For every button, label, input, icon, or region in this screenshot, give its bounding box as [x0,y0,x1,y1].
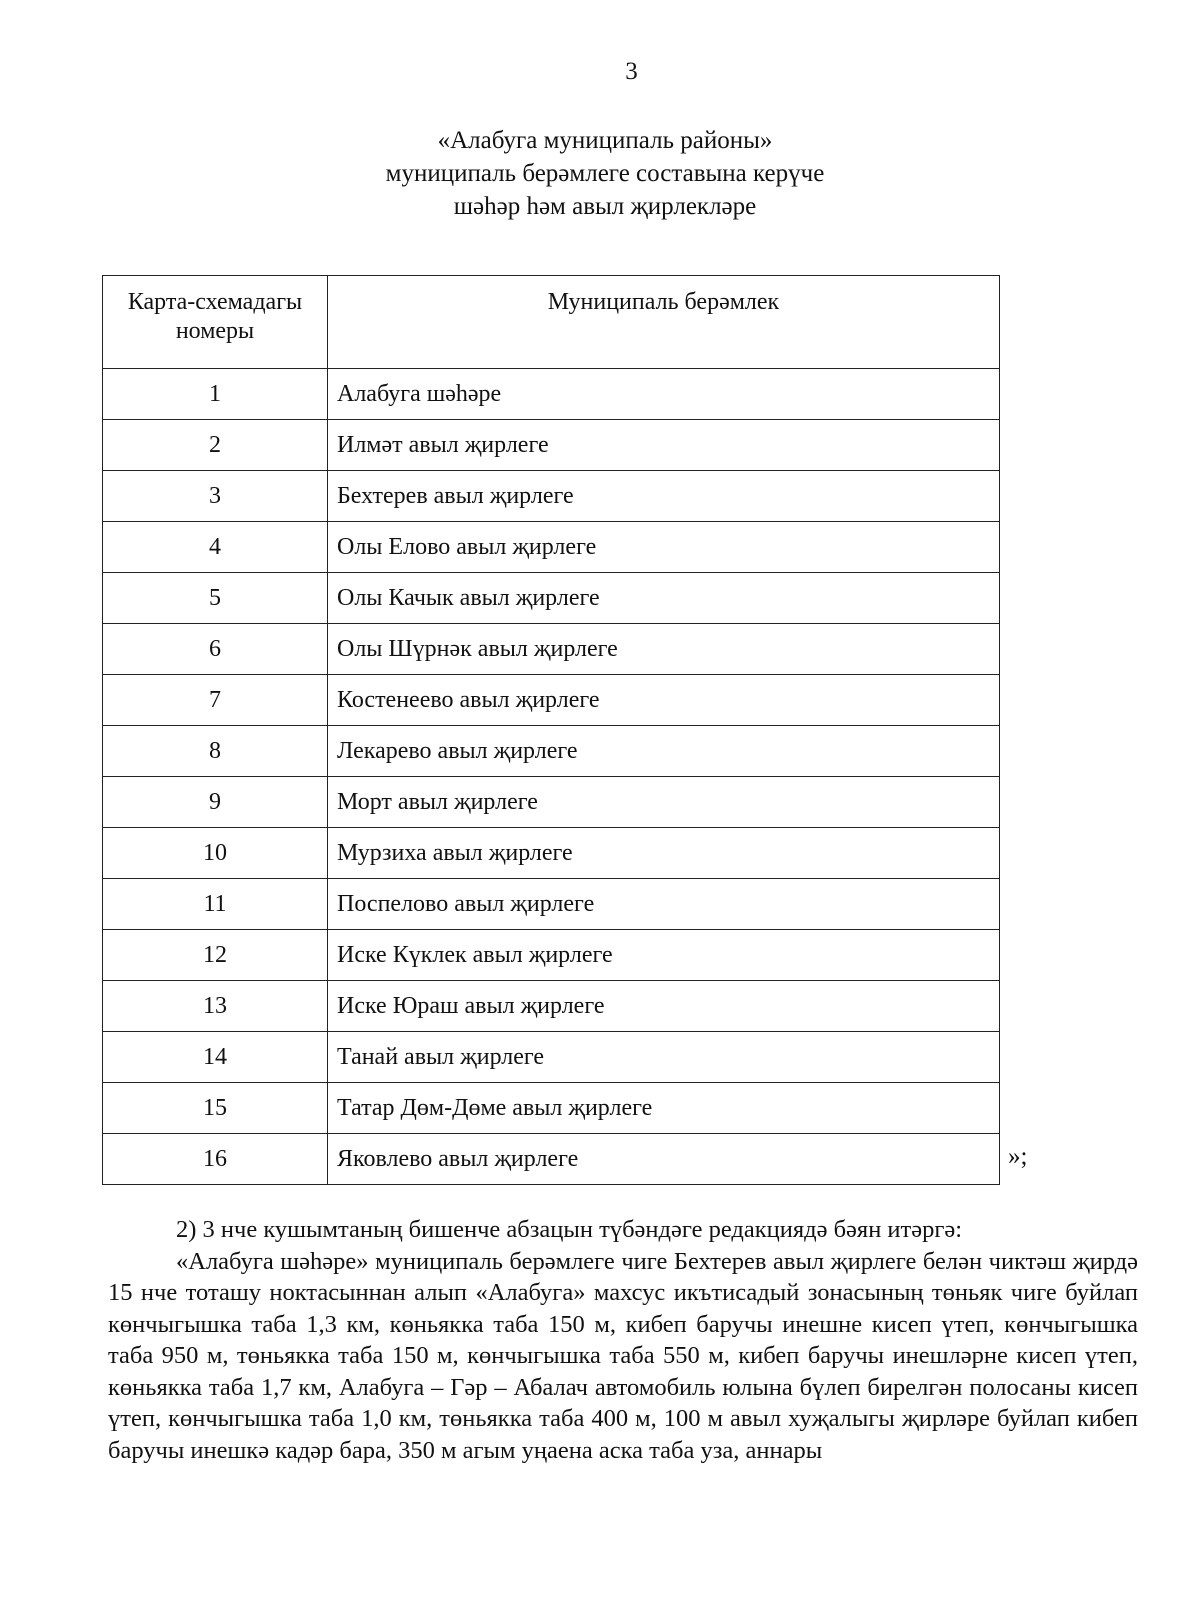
table-row [103,777,1000,828]
page-number: 3 [625,58,638,85]
paragraph-1: 2) 3 нче кушымтаның бишенче абзацын түбәндәге редакциядә бәян итәргә: [176,1216,963,1243]
row-municipal-unit: Олы Елово авыл җирлеге [328,522,1000,573]
table-row [103,1032,1000,1083]
table-row [103,420,1000,471]
row-municipal-unit: Олы Качык авыл җирлеге [328,573,1000,624]
closing-quote-mark: »; [1008,1143,1028,1170]
row-number: 4 [103,522,328,573]
row-number: 3 [103,471,328,522]
document-heading [0,124,1200,223]
row-municipal-unit: Алабуга шәһәре [328,369,1000,420]
row-municipal-unit: Бехтерев авыл җирлеге [328,471,1000,522]
row-number: 15 [103,1083,328,1134]
row-number: 9 [103,777,328,828]
heading-line-3: шәһәр һәм авыл җирлекләре [453,193,757,220]
row-municipal-unit: Костенеево авыл җирлеге [328,675,1000,726]
row-number: 11 [103,879,328,930]
table-row [103,1134,1000,1185]
table-row [103,1083,1000,1134]
table-row [103,522,1000,573]
row-municipal-unit: Мурзиха авыл җирлеге [328,828,1000,879]
table-row [103,471,1000,522]
table-header-row [103,276,1000,369]
header-num-line-2: номеры [175,318,255,344]
heading-line-2: муниципаль берәмлеге составына керүче [385,160,825,187]
heading-line-1: «Алабуга муниципаль районы» [437,127,773,154]
municipal-units-table [102,275,1000,1185]
row-municipal-unit: Танай авыл җирлеге [328,1032,1000,1083]
row-municipal-unit: Поспелово авыл җирлеге [328,879,1000,930]
row-number: 1 [103,369,328,420]
row-municipal-unit: Лекарево авыл җирлеге [328,726,1000,777]
row-number: 6 [103,624,328,675]
header-map-number [103,276,328,369]
row-number: 7 [103,675,328,726]
header-municipal-unit: Муниципаль берәмлек [328,276,1000,369]
row-number: 16 [103,1134,328,1185]
table-row [103,726,1000,777]
row-number: 14 [103,1032,328,1083]
table-row [103,675,1000,726]
table-row [103,624,1000,675]
header-num-line-1: Карта-схемадагы [127,289,303,315]
table-body [103,369,1000,1185]
row-number: 2 [103,420,328,471]
row-municipal-unit: Иске Күклек авыл җирлеге [328,930,1000,981]
row-municipal-unit: Морт авыл җирлеге [328,777,1000,828]
row-number: 8 [103,726,328,777]
table-row [103,981,1000,1032]
row-municipal-unit: Иске Юраш авыл җирлеге [328,981,1000,1032]
amendment-text [108,1214,1138,1466]
row-number: 5 [103,573,328,624]
row-number: 13 [103,981,328,1032]
row-number: 12 [103,930,328,981]
row-municipal-unit: Олы Шүрнәк авыл җирлеге [328,624,1000,675]
table-row [103,369,1000,420]
row-municipal-unit: Яковлево авыл җирлеге [328,1134,1000,1185]
table-row [103,573,1000,624]
row-number: 10 [103,828,328,879]
paragraph-2: «Алабуга шәһәре» муниципаль берәмлеге чиге Бехтерев авыл җирлеге белән чиктәш җирдә 15 нче тоташу ноктасыннан алып «Алабуга» махсус икътисадый зонасының төньяк чиге буйлап көнчыгышка таба 1,3 км, көньякка таба 150 м, кибеп баручы инешне кисеп үтеп, көнчыгышка таба 950 м, төньякка таба 150 м, көнчыгышка таба 550 м, кибеп баручы инешләрне кисеп үтеп, көньякка таба 1,7 км, Алабуга – Гәр – Абалач автомобиль юлына бүлеп бирелгән полосаны кисеп үтеп, көнчыгышка таба 1,0 км, төньякка таба 400 м, 100 м авыл хуҗалыгы җирләре буйлап кибеп баручы инешкә кадәр бара, 350 м агым уңаена аска таба уза, аннары [108,1247,1138,1464]
table-row [103,828,1000,879]
row-municipal-unit: Илмәт авыл җирлеге [328,420,1000,471]
table-row [103,930,1000,981]
row-municipal-unit: Татар Дөм-Дөме авыл җирлеге [328,1083,1000,1134]
table-row [103,879,1000,930]
